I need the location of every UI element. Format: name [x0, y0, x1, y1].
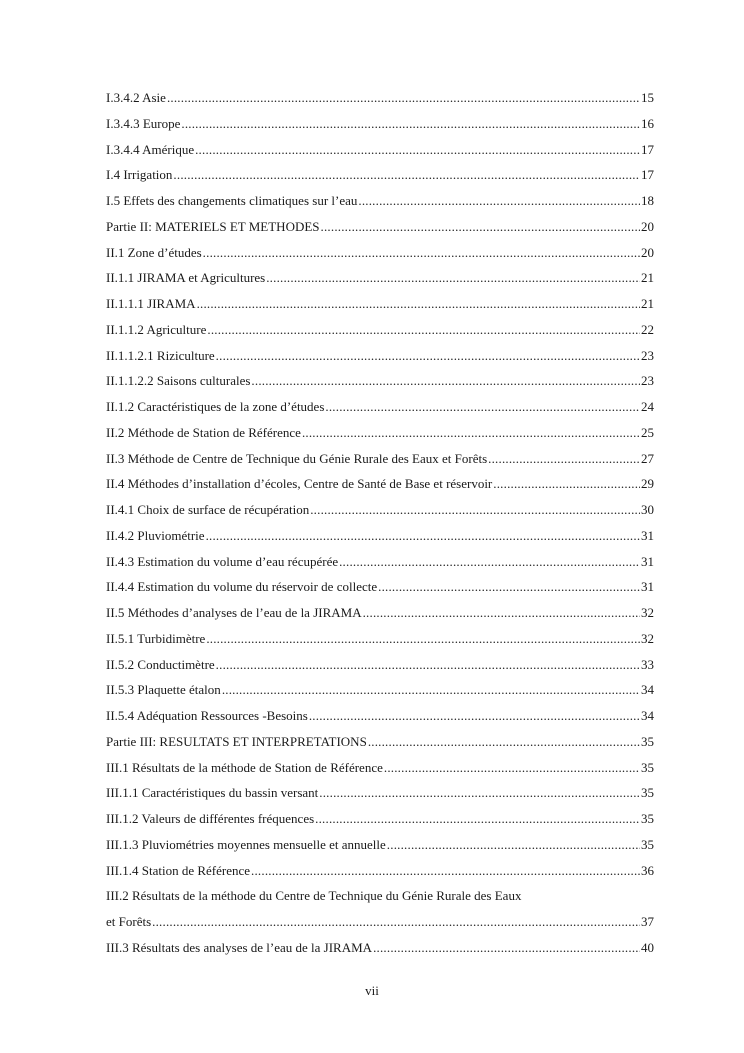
toc-entry[interactable] — [106, 346, 654, 372]
toc-entry-title: II.2 Méthode de Station de Référence — [106, 424, 301, 440]
toc-entry-title: et Forêts — [106, 914, 152, 929]
toc-entry-page-number: 22 — [641, 321, 654, 337]
toc-entry-title: II.1 Zone d’études — [106, 244, 202, 260]
toc-entry-title: I.3.4.4 Amérique — [106, 141, 195, 157]
toc-entry[interactable] — [106, 706, 654, 732]
toc-entry[interactable] — [106, 938, 654, 964]
toc-entry-page-number: 31 — [641, 553, 654, 569]
toc-entry-title: III.1.2 Valeurs de différentes fréquences — [106, 811, 315, 826]
toc-entry[interactable] — [106, 294, 654, 320]
dot-leader — [222, 680, 640, 700]
dot-leader — [315, 809, 640, 829]
dot-leader — [387, 835, 640, 855]
dot-leader — [302, 423, 640, 443]
toc-entry-title: Partie III: RESULTATS ET INTERPRETATIONS — [106, 733, 367, 749]
toc-entry[interactable] — [106, 423, 654, 449]
toc-entry-title: III.3 Résultats des analyses de l’eau de la JIRAMA — [106, 939, 373, 955]
toc-entry-title: I.4 Irrigation — [106, 167, 173, 183]
toc-entry-title: III.1.4 Station de Référence — [106, 862, 251, 878]
toc-entry-page-number: 20 — [641, 218, 654, 234]
toc-entry-title: II.5.2 Conductimètre — [106, 656, 215, 672]
dot-leader — [368, 732, 640, 752]
toc-entry-page-number: 23 — [641, 347, 654, 363]
dot-leader — [251, 371, 640, 391]
toc-entry-page-number: 35 — [641, 785, 654, 801]
toc-entry-title: II.1.1.2.1 Riziculture — [106, 347, 215, 363]
dot-leader — [310, 500, 640, 520]
toc-entry-page-number: 20 — [641, 244, 654, 260]
dot-leader — [152, 912, 640, 932]
dot-leader — [251, 861, 640, 881]
toc-entry-page-number: 32 — [641, 605, 654, 620]
dot-leader — [309, 706, 640, 726]
toc-entry-page-number: 27 — [641, 450, 654, 466]
toc-entry[interactable] — [106, 835, 654, 861]
toc-entry[interactable] — [106, 655, 654, 681]
toc-entry-page-number: 31 — [641, 527, 654, 543]
toc-entry-page-number: 16 — [641, 115, 654, 131]
toc-entry-title: II.4.3 Estimation du volume d’eau récupérée — [106, 553, 339, 569]
toc-entry-page-number: 31 — [641, 579, 654, 595]
toc-entry-title: II.1.2 Caractéristiques de la zone d’études — [106, 399, 325, 414]
dot-leader — [216, 346, 640, 366]
toc-entry[interactable] — [106, 140, 654, 166]
toc-entry-page-number: 21 — [641, 296, 654, 311]
toc-entry-title: Partie II: MATERIELS ET METHODES — [106, 218, 320, 234]
toc-entry-page-number: 15 — [641, 90, 654, 105]
toc-entry[interactable] — [106, 526, 654, 552]
dot-leader — [339, 552, 640, 572]
toc-entry-page-number: 36 — [641, 862, 654, 878]
toc-entry-page-number: 17 — [641, 167, 654, 183]
toc-entry[interactable] — [106, 217, 654, 243]
table-of-contents — [106, 88, 654, 964]
toc-entry[interactable] — [106, 552, 654, 578]
toc-entry[interactable] — [106, 449, 654, 475]
dot-leader — [384, 758, 640, 778]
dot-leader — [319, 783, 640, 803]
toc-entry-title: II.1.1.2 Agriculture — [106, 321, 207, 337]
toc-entry[interactable] — [106, 500, 654, 526]
toc-entry-page-number: 34 — [641, 682, 654, 698]
toc-entry-title: II.4.1 Choix de surface de récupération — [106, 502, 310, 517]
dot-leader — [216, 655, 640, 675]
dot-leader — [167, 88, 640, 108]
toc-entry[interactable] — [106, 603, 654, 629]
toc-entry[interactable] — [106, 680, 654, 706]
dot-leader — [181, 114, 640, 134]
dot-leader — [493, 474, 640, 494]
toc-entry[interactable] — [106, 268, 654, 294]
toc-entry-title: II.3 Méthode de Centre de Technique du Génie Rurale des Eaux et Forêts — [106, 450, 488, 466]
toc-entry-page-number: 25 — [641, 424, 654, 440]
toc-entry[interactable] — [106, 474, 654, 500]
dot-leader — [325, 397, 640, 417]
page-number-footer: vii — [365, 983, 379, 998]
dot-leader — [203, 243, 640, 263]
toc-entry[interactable] — [106, 886, 654, 912]
toc-entry[interactable] — [106, 397, 654, 423]
toc-entry-page-number: 35 — [641, 811, 654, 826]
toc-entry-page-number: 35 — [641, 759, 654, 775]
dot-leader — [207, 320, 640, 340]
toc-entry-title: II.4.2 Pluviométrie — [106, 527, 205, 543]
toc-entry-title: II.4.4 Estimation du volume du réservoir de collecte — [106, 579, 378, 595]
toc-entry-title: I.3.4.2 Asie — [106, 90, 166, 105]
dot-leader — [173, 165, 640, 185]
toc-entry[interactable] — [106, 320, 654, 346]
toc-entry-title: III.1.3 Pluviométries moyennes mensuelle et annuelle — [106, 836, 386, 852]
toc-entry[interactable] — [106, 861, 654, 887]
toc-entry-page-number: 21 — [641, 270, 654, 286]
dot-leader — [358, 191, 640, 211]
toc-entry[interactable] — [106, 912, 654, 938]
toc-entry-page-number: 30 — [641, 502, 654, 517]
dot-leader — [206, 629, 640, 649]
toc-entry-title: III.1.1 Caractéristiques du bassin versant — [106, 785, 319, 801]
toc-entry-title: I.3.4.3 Europe — [106, 115, 181, 131]
toc-entry-page-number: 17 — [641, 141, 654, 157]
toc-entry[interactable] — [106, 809, 654, 835]
toc-entry[interactable] — [106, 243, 654, 269]
dot-leader — [195, 140, 640, 160]
toc-entry[interactable] — [106, 371, 654, 397]
dot-leader — [378, 577, 640, 597]
toc-entry[interactable] — [106, 165, 654, 191]
toc-entry-title: II.5.4 Adéquation Ressources -Besoins — [106, 708, 308, 723]
toc-entry[interactable] — [106, 577, 654, 603]
dot-leader — [363, 603, 640, 623]
toc-entry[interactable] — [106, 732, 654, 758]
toc-entry-page-number: 37 — [641, 914, 654, 929]
dot-leader — [197, 294, 640, 314]
dot-leader — [373, 938, 640, 958]
toc-entry-page-number: 23 — [641, 373, 654, 389]
toc-entry-title: II.1.1 JIRAMA et Agricultures — [106, 270, 266, 286]
dot-leader — [206, 526, 640, 546]
toc-entry-page-number: 18 — [641, 193, 654, 208]
toc-entry-page-number: 35 — [641, 836, 654, 852]
toc-entry-title: II.5.3 Plaquette étalon — [106, 682, 221, 698]
toc-entry[interactable] — [106, 783, 654, 809]
dot-leader — [266, 268, 640, 288]
dot-leader — [321, 217, 640, 237]
toc-entry[interactable] — [106, 629, 654, 655]
toc-entry-title: II.1.1.2.2 Saisons culturales — [106, 373, 251, 389]
toc-entry-page-number: 24 — [641, 399, 654, 414]
toc-entry-title: III.2 Résultats de la méthode du Centre de Technique du Génie Rurale des Eaux — [106, 888, 522, 904]
toc-entry[interactable] — [106, 88, 654, 114]
toc-entry-page-number: 40 — [641, 939, 654, 955]
dot-leader — [488, 449, 640, 469]
toc-entry-title: I.5 Effets des changements climatiques sur l’eau — [106, 193, 358, 208]
toc-entry[interactable] — [106, 114, 654, 140]
toc-entry-page-number: 29 — [641, 476, 654, 492]
toc-entry[interactable] — [106, 758, 654, 784]
toc-entry-page-number: 32 — [641, 630, 654, 646]
toc-entry-title: III.1 Résultats de la méthode de Station de Référence — [106, 759, 383, 775]
toc-entry-title: II.5.1 Turbidimètre — [106, 630, 206, 646]
toc-entry-title: II.1.1.1 JIRAMA — [106, 296, 196, 311]
toc-entry-page-number: 34 — [641, 708, 654, 723]
toc-entry-title: II.5 Méthodes d’analyses de l’eau de la JIRAMA — [106, 605, 362, 620]
toc-entry-page-number: 35 — [641, 733, 654, 749]
toc-entry[interactable] — [106, 191, 654, 217]
toc-entry-page-number: 33 — [641, 656, 654, 672]
toc-entry-title: II.4 Méthodes d’installation d’écoles, Centre de Santé de Base et réservoir — [106, 476, 493, 492]
